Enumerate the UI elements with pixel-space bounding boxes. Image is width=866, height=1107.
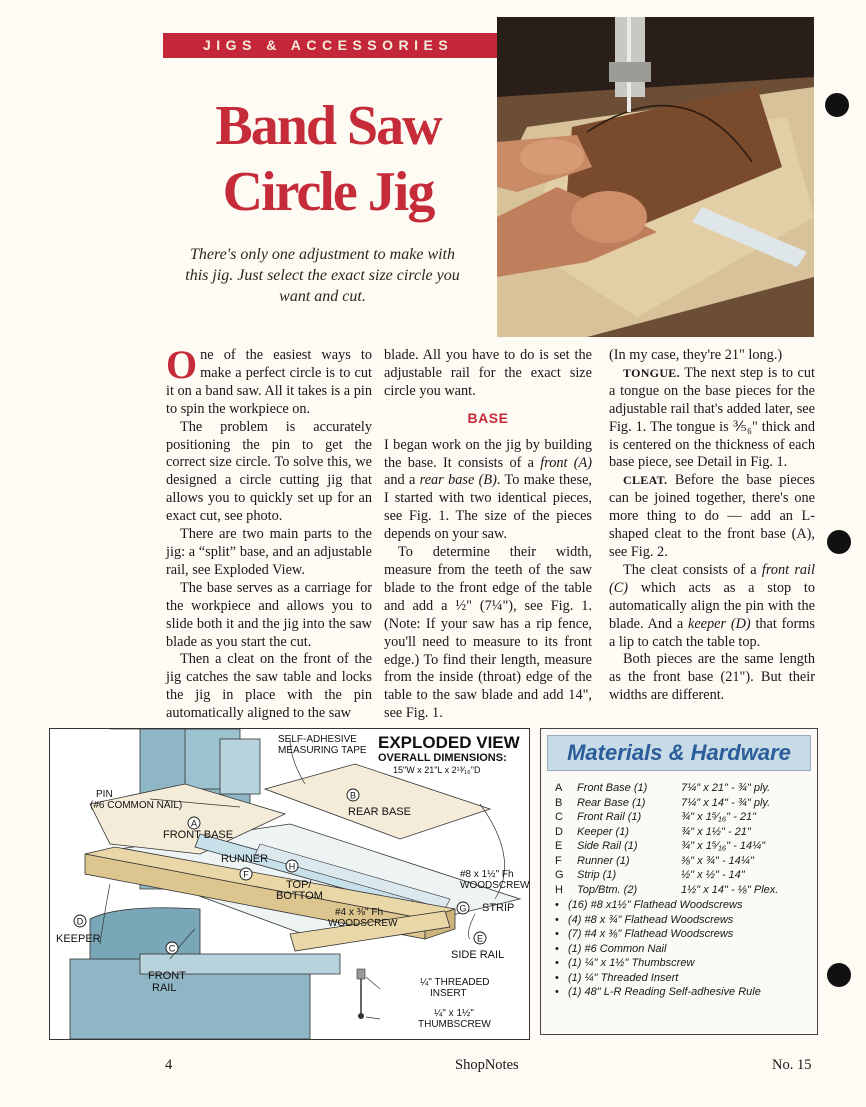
hardware-item: • (1) ¼" Threaded Insert	[555, 971, 817, 986]
hardware-item: • (1) #6 Common Nail	[555, 942, 817, 957]
part-row	[555, 839, 817, 854]
figure-subtitle: OVERALL DIMENSIONS:	[378, 752, 507, 764]
paragraph: There are two main parts to the jig: a “split” base, and an adjustable rail, see Exploded View.	[166, 526, 372, 578]
label-bottom: BOTTOM	[276, 890, 323, 902]
part-row	[555, 868, 817, 883]
issue-number: No. 15	[772, 1057, 812, 1073]
label-pin: PIN	[96, 789, 113, 800]
label-thumb-1: ¼" x 1½"	[434, 1008, 474, 1019]
label-side-rail: SIDE RAIL	[451, 949, 505, 961]
part-letter: H	[555, 883, 563, 896]
hardware-list	[555, 898, 817, 1000]
callout-e: E	[476, 933, 484, 944]
part-dim: ¾" x 1⁵⁄₁₆" - 14¼"	[681, 840, 766, 852]
part-letter: F	[555, 854, 562, 867]
label-rear-base: REAR BASE	[348, 806, 411, 818]
label-screw-4b: WOODSCREW	[328, 918, 398, 929]
part-letter: G	[555, 869, 564, 881]
part-row	[555, 796, 817, 811]
paragraph: The problem is accurately positioning the pin to get the correct size circle. To solve this, we designed a circle cutting jig that allows you to quickly set up for an exact cut, see photo.	[166, 418, 372, 525]
parts-list	[555, 781, 817, 897]
label-keeper: KEEPER	[56, 933, 101, 945]
part-row	[555, 810, 817, 825]
label-front-rail-1: FRONT	[148, 970, 186, 982]
label-insert-2: INSERT	[430, 988, 467, 999]
label-front-rail-2: RAIL	[152, 982, 177, 994]
binder-hole-bottom	[827, 963, 851, 987]
callout-f: F	[243, 869, 249, 880]
callout-b: B	[349, 790, 357, 801]
part-letter: C	[555, 811, 563, 823]
part-row	[555, 781, 817, 796]
part-name: Front Rail (1)	[577, 811, 642, 823]
binder-hole-top	[825, 93, 849, 117]
part-row	[555, 854, 817, 869]
part-letter: E	[555, 840, 563, 852]
part-dim: ¾" x 1½" - 21"	[681, 825, 751, 838]
paragraph: CLEAT. Before the base pieces can be joined together, there's one more thing to do — add an L-shaped cleat to the front base (A), see Fig. 2.	[609, 472, 815, 560]
hardware-item: • (7) #4 x ⅜" Flathead Woodscrews	[555, 927, 817, 942]
callout-d: D	[76, 916, 84, 927]
hardware-item: • (1) ¼" x 1½" Thumbscrew	[555, 956, 817, 971]
figure-title: EXPLODED VIEW	[378, 733, 520, 752]
paragraph-intro: One of the easiest ways to make a perfect circle is to cut it on a band saw. All it takes is a pin to spin the workpiece on.	[166, 342, 372, 417]
callout-h: H	[288, 861, 296, 872]
exploded-view-figure	[49, 728, 530, 1040]
part-dim: ⅜" x ¾" - 14¼"	[681, 854, 754, 867]
label-front-base: FRONT BASE	[163, 829, 234, 841]
callout-c: C	[168, 943, 176, 954]
part-dim: 7¼" x 21" - ¾" ply.	[681, 782, 771, 794]
label-screw-8b: WOODSCREW	[460, 880, 530, 891]
hardware-item: • (1) 48" L-R Reading Self-adhesive Rule	[555, 985, 817, 1000]
part-dim: ½" x ½" - 14"	[681, 869, 745, 881]
paragraph: Both pieces are the same length as the front base (21"). But their widths are different.	[609, 651, 815, 704]
figure-dimensions: 15"W x 21"L x 2¹³⁄₁₆"D	[393, 765, 481, 775]
title-line-2: Circle Jig	[222, 161, 434, 223]
part-name: Rear Base (1)	[577, 796, 646, 809]
part-dim: 7¼" x 14" - ¾" ply.	[681, 796, 771, 809]
paragraph: The base serves as a carriage for the workpiece and allows you to slide both it and the jig into the saw blade as you start the cut.	[166, 579, 372, 650]
part-letter: B	[555, 796, 563, 809]
paragraph: To determine their width, measure from the teeth of the saw blade to the front edge of the table and add a ½" (7¼"), see Fig. 1. (Note: If your saw has a rip fence, you'll need to measure to its front edge.) To find their length, measure from the inside (throat) edge of the table to the saw blade and add 14", see Fig. 1.	[384, 544, 592, 722]
paragraph: The cleat consists of a front rail (C) which acts as a stop to automatically align the pin with the blade. And a keeper (D) that forms a lip to catch the table top.	[609, 561, 815, 650]
article-subtitle: There's only one adjustment to make with this jig. Just select the exact size circle you want and cut.	[185, 246, 460, 305]
magazine-name: ShopNotes	[455, 1057, 519, 1073]
photo-illustration	[497, 17, 814, 337]
paragraph: blade. All you have to do is set the adjustable rail for the exact size circle you want.	[384, 347, 592, 399]
text-column-2	[384, 347, 592, 723]
page-number: 4	[165, 1057, 173, 1073]
callout-g: G	[459, 903, 467, 914]
part-name: Runner (1)	[577, 854, 630, 867]
part-letter: A	[555, 782, 563, 794]
hardware-item: • (16) #8 x1½" Flathead Woodscrews	[555, 898, 817, 913]
section-heading-base: BASE	[467, 409, 509, 426]
label-thumb-2: THUMBSCREW	[418, 1019, 491, 1030]
part-name: Side Rail (1)	[577, 840, 638, 852]
paragraph: I began work on the jig by building the base. It consists of a front (A) and a rear base (B). To make these, I started with two identical pieces, see Fig. 1. The size of the pieces depends on your saw.	[384, 436, 592, 543]
section-tag: JIGS & ACCESSORIES	[163, 33, 497, 58]
paragraph: (In my case, they're 21" long.)	[609, 347, 783, 363]
part-letter: D	[555, 825, 563, 838]
label-screw-4: #4 x ⅜" Fh	[335, 907, 384, 918]
part-name: Front Base (1)	[577, 782, 648, 794]
part-dim: ¾" x 1⁵⁄₁₆" - 21"	[681, 811, 756, 823]
run-in-cleat: CLEAT.	[623, 473, 668, 488]
label-tape: SELF-ADHESIVE MEASURING TAPE	[278, 734, 367, 756]
callout-a: A	[190, 818, 198, 829]
part-row	[555, 825, 817, 840]
label-strip: STRIP	[482, 902, 515, 914]
binder-hole-middle	[827, 530, 851, 554]
hardware-item: • (4) #8 x ¾" Flathead Woodscrews	[555, 913, 817, 928]
article-title	[163, 93, 493, 225]
label-nail: (#6 COMMON NAIL)	[90, 800, 183, 811]
part-row	[555, 883, 817, 898]
part-name: Top/Btm. (2)	[577, 883, 638, 896]
label-runner: RUNNER	[221, 853, 269, 865]
part-name: Keeper (1)	[577, 825, 629, 838]
band-saw-photo	[497, 17, 814, 337]
label-screw-8: #8 x 1½" Fh	[460, 869, 514, 880]
label-insert-1: ¼" THREADED	[420, 977, 490, 988]
drop-cap: O	[166, 342, 198, 387]
run-in-tongue: TONGUE.	[623, 365, 680, 380]
text-column-3	[609, 347, 815, 705]
part-dim: 1½" x 14" - ⅛" Plex.	[681, 883, 779, 896]
part-name: Strip (1)	[577, 869, 617, 881]
materials-hardware-box	[540, 728, 818, 1035]
materials-title: Materials & Hardware	[547, 735, 811, 771]
label-top: TOP/	[286, 879, 312, 891]
title-line-1: Band Saw	[215, 95, 441, 157]
paragraph: TONGUE. The next step is to cut a tongue on the base pieces for the adjustable rail that's added later, see Fig. 1. The tongue is ⅗₆" thick and is centered on the thickness of each base piece, see Detail in Fig. 1.	[609, 364, 815, 471]
paragraph: Then a cleat on the front of the jig catches the saw table and locks the jig in place with the pin automatically aligned to the saw	[166, 651, 372, 722]
text-column-1	[166, 342, 372, 723]
